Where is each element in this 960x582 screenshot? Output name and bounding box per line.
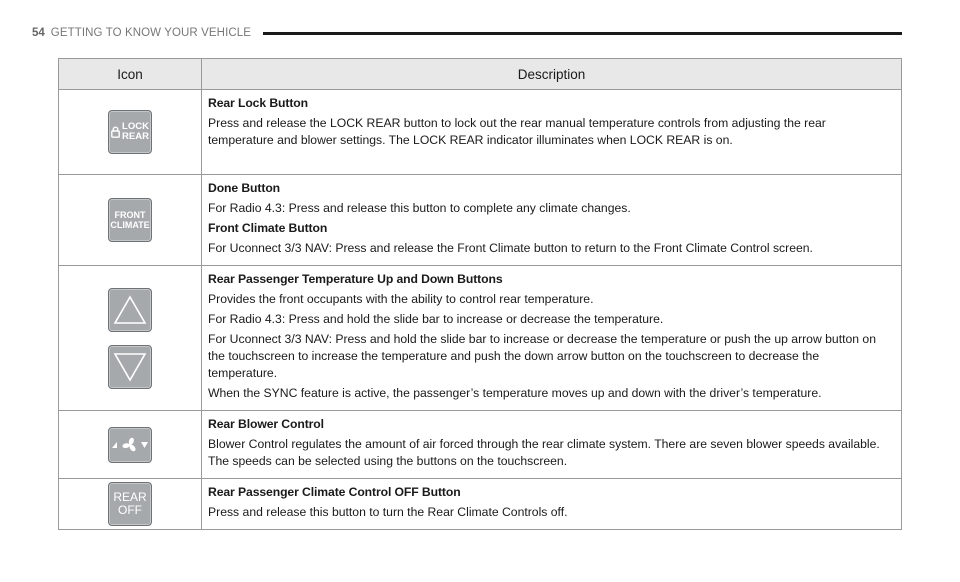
icon-cell bbox=[59, 90, 202, 175]
icon-cell bbox=[59, 411, 202, 479]
table-row bbox=[59, 175, 902, 266]
icon-cell bbox=[59, 175, 202, 266]
description-cell bbox=[202, 479, 902, 530]
fan-icon bbox=[111, 437, 149, 453]
item-text: Blower Control regulates the amount of air forced through the rear climate system. There are seven blower speeds available. The speeds can be selected using the buttons on the touchscreen. bbox=[208, 437, 880, 468]
item-title: Rear Lock Button bbox=[208, 96, 308, 110]
description-cell bbox=[202, 90, 902, 175]
description-cell bbox=[202, 175, 902, 266]
lock-rear-button-label: REAR bbox=[122, 131, 149, 142]
table-row bbox=[59, 266, 902, 411]
item-text: For Radio 4.3: Press and hold the slide bar to increase or decrease the temperature. bbox=[208, 312, 664, 326]
item-title: Rear Passenger Climate Control OFF Button bbox=[208, 485, 461, 499]
item-text: For Uconnect 3/3 NAV: Press and hold the slide bar to increase or decrease the temperature or push the up arrow button on the touchscreen to increase the temperature and push the down arrow button on the touchscreen to decrease the temperature. bbox=[208, 332, 876, 380]
rear-off-button-label: OFF bbox=[118, 503, 142, 517]
item-title: Front Climate Button bbox=[208, 221, 328, 235]
item-text: For Uconnect 3/3 NAV: Press and release the Front Climate button to return to the Front Climate Control screen. bbox=[208, 241, 813, 255]
front-climate-button-label: FRONT bbox=[114, 210, 146, 220]
front-climate-button-label: CLIMATE bbox=[110, 220, 150, 230]
icon-cell bbox=[59, 266, 202, 411]
table-row bbox=[59, 90, 902, 175]
icon-column-header: Icon bbox=[59, 59, 202, 90]
lock-rear-button bbox=[108, 110, 152, 154]
temperature-up-button bbox=[108, 288, 152, 332]
table-row bbox=[59, 411, 902, 479]
lock-rear-button-label: LOCK bbox=[122, 121, 149, 132]
lock-icon bbox=[111, 126, 120, 138]
table-row bbox=[59, 479, 902, 530]
down-arrow-icon bbox=[113, 352, 147, 382]
front-climate-button bbox=[108, 198, 152, 242]
page-header bbox=[32, 25, 902, 41]
item-text: Press and release the LOCK REAR button to lock out the rear manual temperature controls from adjusting the rear temperature and blower settings. The LOCK REAR indicator illuminates when LOCK REAR is on. bbox=[208, 116, 826, 147]
table-header-row bbox=[59, 59, 902, 90]
item-text: For Radio 4.3: Press and release this button to complete any climate changes. bbox=[208, 201, 631, 215]
section-title: GETTING TO KNOW YOUR VEHICLE bbox=[50, 27, 252, 39]
controls-table bbox=[58, 58, 902, 530]
description-cell bbox=[202, 266, 902, 411]
up-arrow-icon bbox=[113, 295, 147, 325]
page-number: 54 bbox=[32, 27, 45, 39]
icon-cell bbox=[59, 479, 202, 530]
description-cell bbox=[202, 411, 902, 479]
temperature-down-button bbox=[108, 345, 152, 389]
rear-off-button-label: REAR bbox=[113, 490, 147, 504]
item-text: When the SYNC feature is active, the passenger’s temperature moves up and down with the driver’s temperature. bbox=[208, 386, 822, 400]
item-title: Done Button bbox=[208, 181, 281, 195]
rear-off-button bbox=[108, 482, 152, 526]
rear-blower-button bbox=[108, 427, 152, 463]
item-title: Rear Passenger Temperature Up and Down Buttons bbox=[208, 272, 503, 286]
item-text: Provides the front occupants with the ability to control rear temperature. bbox=[208, 292, 594, 306]
item-title: Rear Blower Control bbox=[208, 417, 324, 431]
header-rule bbox=[263, 32, 902, 35]
description-column-header: Description bbox=[202, 59, 902, 90]
item-text: Press and release this button to turn the Rear Climate Controls off. bbox=[208, 505, 568, 519]
